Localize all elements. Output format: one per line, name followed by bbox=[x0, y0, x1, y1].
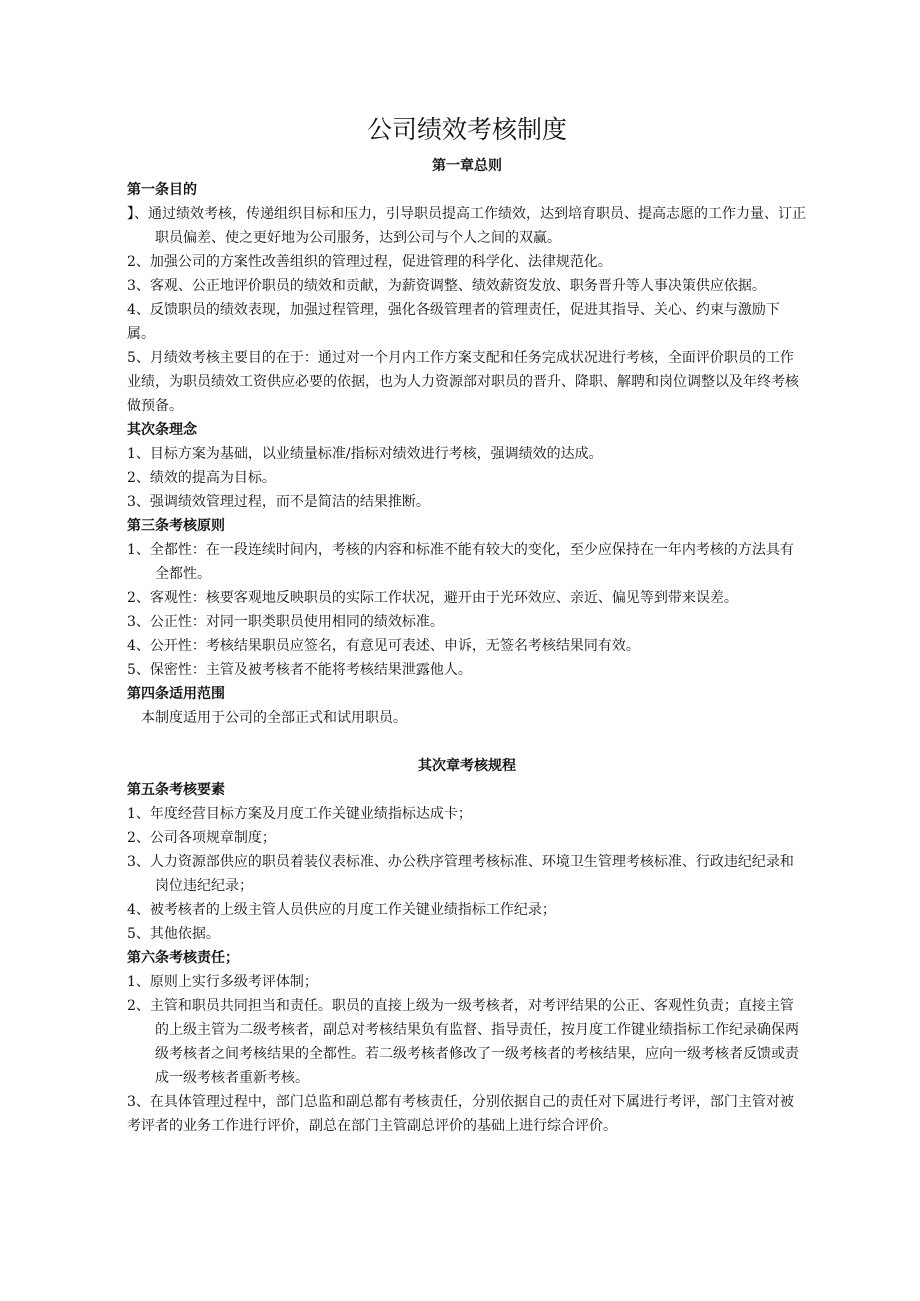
article-1-item: 】、通过绩效考核，传递组织目标和压力，引导职员提高工作绩效，达到培育职员、提高志愿的工作力量、订正职员偏差、使之更好地为公司服务，达到公司与个人之间的双赢。 bbox=[127, 206, 806, 246]
article-3-item: 2、客观性：核要客观地反映职员的实际工作状况，避开由于光环效应、亲近、偏见等到带来误差。 bbox=[127, 590, 738, 606]
article-5-item: 3、人力资源部供应的职员着装仪表标准、办公秩序管理考核标准、环境卫生管理考核标准、行政违纪纪录和岗位违纪纪录； bbox=[127, 854, 794, 894]
article-5-item: 4、被考核者的上级主管人员供应的月度工作关键业绩指标工作纪录； bbox=[127, 902, 556, 918]
article-5-heading: 第五条考核要素 bbox=[127, 782, 225, 798]
article-6-item: 2、主管和职员共同担当和责任。职员的直接上级为一级考核者，对考评结果的公正、客观性负责；直接主管的上级主管为二级考核者，副总对考核结果负有监督、指导责任，按月度工作键业绩指标工作纪录确保两级考核者之间考核结果的全都性。若二级考核者修改了一级考核者的考核结果，应向一级考核者反馈或责成一级考核者重新考核。 bbox=[127, 998, 799, 1086]
article-4-heading: 第四条适用范围 bbox=[127, 686, 225, 702]
article-3-item: 1、全都性：在一段连续时间内，考核的内容和标准不能有较大的变化，至少应保持在一年内考核的方法具有全都性。 bbox=[127, 542, 794, 582]
article-5-item: 5、其他依据。 bbox=[127, 926, 220, 942]
section-spacer bbox=[127, 730, 807, 754]
article-2-item: 1、目标方案为基础，以业绩量标准/指标对绩效进行考核，强调绩效的达成。 bbox=[127, 446, 603, 462]
article-3-item: 4、公开性：考核结果职员应签名，有意见可表述、申诉，无签名考核结果同有效。 bbox=[127, 638, 640, 654]
article-1-item: 3、客观、公正地评价职员的绩效和贡献，为薪资调整、绩效薪资发放、职务晋升等人事决策供应依据。 bbox=[127, 278, 766, 294]
article-2-item: 3、强调绩效管理过程，而不是简洁的结果推断。 bbox=[127, 494, 430, 510]
article-4-text: 本制度适用于公司的全部正式和试用职员。 bbox=[141, 710, 407, 726]
article-1-item: 5、月绩效考核主要目的在于：通过对一个月内工作方案支配和任务完成状况进行考核，全面评价职员的工作业绩，为职员绩效工资供应必要的依据，也为人力资源部对职员的晋升、降职、解聘和岗位调整以及年终考核做预备。 bbox=[127, 350, 799, 414]
article-1-item: 2、加强公司的方案性改善组织的管理过程，促进管理的科学化、法律规范化。 bbox=[127, 254, 612, 270]
document-title: 公司绩效考核制度 bbox=[366, 115, 567, 144]
article-5-item: 2、公司各项规章制度； bbox=[127, 830, 276, 846]
article-5-item: 1、年度经营目标方案及月度工作关键业绩指标达成卡； bbox=[127, 806, 472, 822]
article-1-item: 4、反馈职员的绩效表现，加强过程管理，强化各级管理者的管理责任，促进其指导、关心、约束与激励下属。 bbox=[127, 302, 780, 342]
chapter-1-title: 第一章总则 bbox=[432, 158, 502, 174]
document-page bbox=[127, 112, 807, 1138]
article-6-heading: 第六条考核责任； bbox=[127, 950, 239, 966]
article-6-item: 3、在具体管理过程中，部门总监和副总都有考核责任，分别依据自己的责任对下属进行考评，部门主管对被考评者的业务工作进行评价，副总在部门主管副总评价的基础上进行综合评价。 bbox=[127, 1094, 794, 1134]
article-1-heading: 第一条目的 bbox=[127, 182, 197, 198]
article-2-heading: 其次条理念 bbox=[127, 422, 197, 438]
article-3-heading: 第三条考核原则 bbox=[127, 518, 225, 534]
article-3-item: 3、公正性：对同一职类职员使用相同的绩效标准。 bbox=[127, 614, 444, 630]
article-2-item: 2、绩效的提高为目标。 bbox=[127, 470, 276, 486]
chapter-2-title: 其次章考核规程 bbox=[418, 758, 516, 774]
article-3-item: 5、保密性：主管及被考核者不能将考核结果泄露他人。 bbox=[127, 662, 472, 678]
article-6-item: 1、原则上实行多级考评体制； bbox=[127, 974, 318, 990]
